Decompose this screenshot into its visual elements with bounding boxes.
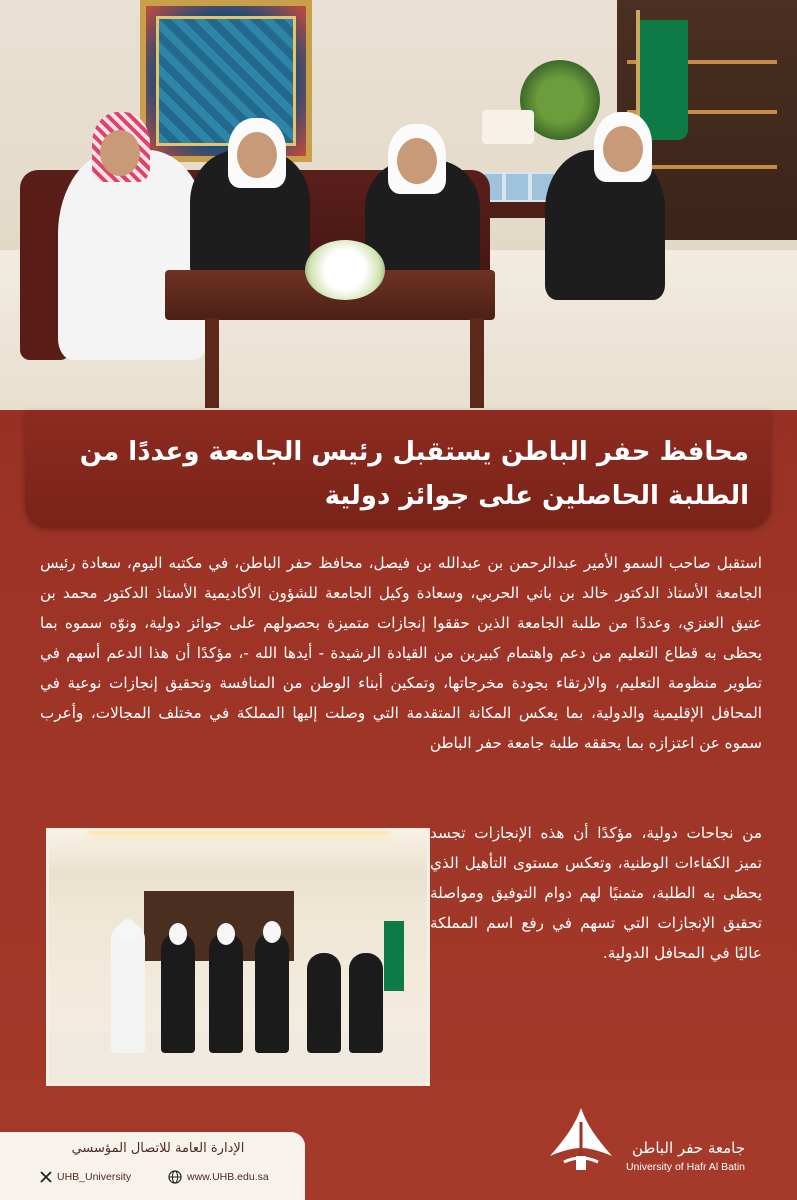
person-official [161, 933, 195, 1053]
headline: محافظ حفر الباطن يستقبل رئيس الجامعة وعددًا من الطلبة الحاصلين على جوائز دولية [79, 437, 749, 511]
person-student [307, 953, 341, 1053]
person-governor [255, 933, 289, 1053]
twitter-link[interactable] [40, 1168, 131, 1186]
website-url: www.UHB.edu.sa [187, 1171, 269, 1183]
table-leg [205, 318, 219, 408]
saudi-flag [640, 20, 688, 140]
department-name: الإدارة العامة للاتصال المؤسسي [71, 1141, 245, 1156]
face [100, 130, 140, 176]
face [397, 138, 437, 184]
globe-icon [168, 1170, 182, 1184]
face [217, 923, 235, 945]
picture-frame [504, 172, 530, 202]
face [603, 126, 643, 172]
x-logo-icon [40, 1171, 52, 1183]
face [263, 921, 281, 943]
headline-banner [25, 410, 771, 528]
university-name-arabic: جامعة حفر الباطن [631, 1139, 745, 1157]
table-leg [470, 318, 484, 408]
face [169, 923, 187, 945]
flower-vase [305, 240, 385, 300]
person-official [209, 933, 243, 1053]
ceiling [49, 831, 427, 871]
face [119, 919, 137, 941]
face [237, 132, 277, 178]
website-link[interactable] [168, 1168, 269, 1186]
wall-tapestry [140, 0, 312, 162]
main-photo [0, 0, 797, 410]
saudi-flag [384, 921, 404, 991]
person-student [349, 953, 383, 1053]
lamp [482, 110, 534, 144]
article-body-continued: من نجاحات دولية، مؤكدًا أن هذه الإنجازات تجسد تميز الكفاءات الوطنية، وتعكس مستوى التأهيل الذي يحظى به الطلبة، متمنيًا لهم دوام التوفيق ومواصلة تحقيق الإنجازات التي تسهم في رفع اسم المملكة عاليًا في المحافل الدولية. [430, 824, 762, 962]
university-name-english: University of Hafr Al Batin [625, 1161, 745, 1173]
twitter-handle: UHB_University [57, 1171, 132, 1183]
person-student [111, 923, 145, 1053]
ceiling-light [89, 831, 389, 834]
article-body: استقبل صاحب السمو الأمير عبدالرحمن بن عبدالله بن فيصل، محافظ حفر الباطن، في مكتبه اليوم، سعادة رئيس الجامعة الأستاذ الدكتور خالد بن باني الحربي، وسعادة وكيل الجامعة للشؤون الأكاديمية الأستاذ الدكتور محمد بن عتيق العنزي، وعددًا من طلبة الجامعة الذين حققوا إنجازات متميزة بحصولهم على جوائز دولية، ونوّه سموه بما يحظى به قطاع التعليم من دعم واهتمام كبيرين من القيادة الرشيدة - أيدها الله -، مؤكدًا أن هذا الدعم أسهم في تطوير منظومة التعليم، والارتقاء بجودة مخرجاتها، وتمكين أبناء الوطن من المنافسة وتحقيق إنجازات نوعية في المحافل الإقليمية والدولية، بما يعكس المكانة المتقدمة التي وصلت إليها المملكة في مختلف المجالات، وأعرب سموه عن اعتزازه بما يحققه طلبة جامعة حفر الباطن [40, 554, 762, 752]
group-photo [46, 828, 430, 1086]
